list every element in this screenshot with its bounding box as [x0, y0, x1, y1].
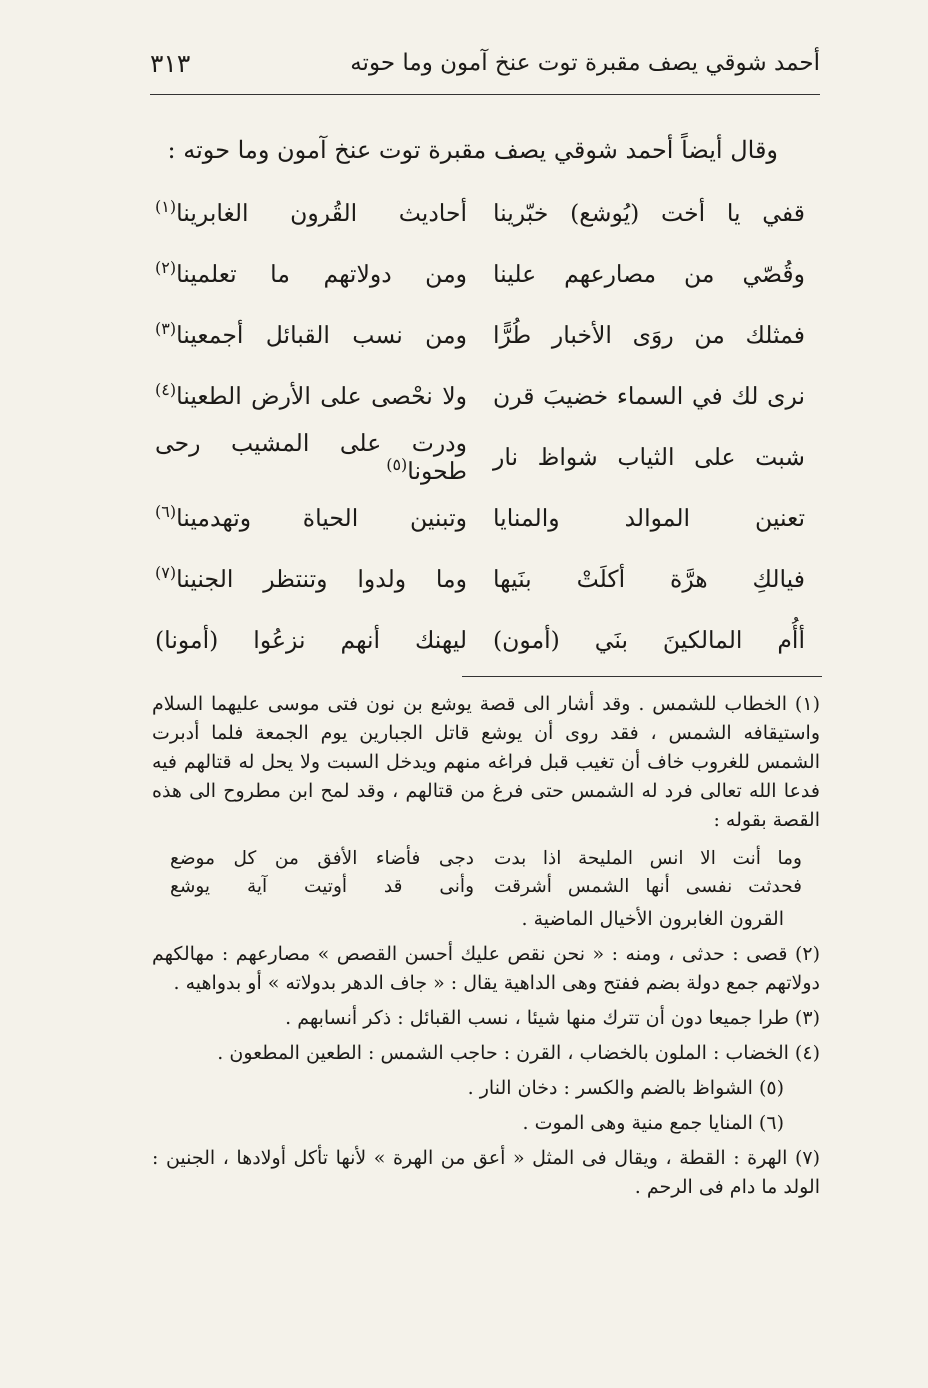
footnote-marker: (٧) — [155, 562, 177, 582]
footnote-text: (٣) طرا جميعا دون أن تترك منها شيئا ، نسب القبائل : ذكر أنسابهم . — [285, 1007, 820, 1029]
verse — [155, 365, 805, 426]
hemistich-text: وما ولدوا وتنتظر الجنينا — [176, 564, 467, 593]
footnote-text: (٢) قصى : حدثى ، ومنه : « نحن نقص عليك أحسن القصص » مصارعهم : مهالكهم دولاتهم جمع دولة بضم ففتح وهى الداهية يقال : « جاف الدهر بدولاته » أو بدواهيه . — [152, 943, 820, 994]
running-title: أحمد شوقي يصف مقبرة توت عنخ آمون وما حوته — [350, 50, 820, 76]
footnote-text: (٦) المنايا جمع منية وهى الموت . — [522, 1112, 784, 1134]
verse-first-hemistich: أأُم المالكينَ بنَي (أمون) — [493, 625, 805, 654]
verse-first-hemistich: نرى لك في السماء خضيبَ قرن — [493, 381, 805, 410]
verse — [155, 182, 805, 243]
footnote-text: (٤) الخضاب : الملون بالخضاب ، القرن : حاجب الشمس : الطعين المطعون . — [217, 1042, 820, 1064]
footnote-4 — [152, 1039, 820, 1068]
quoted-first-hemistich: فحدثت نفسى أنها الشمس أشرقت — [494, 876, 802, 897]
hemistich-text: أحاديث القُرون الغابرينا — [176, 198, 467, 227]
verse-first-hemistich: فيالكِ هرَّة أكلَتْ بنَيها — [493, 564, 805, 593]
footnote-text: (٧) الهرة : القطة ، ويقال فى المثل « أعق من الهرة » لأنها تأكل أولادها ، الجنين : الولد ما دام فى الرحم . — [152, 1147, 820, 1198]
quoted-second-hemistich: وأنى قد أوتيت آية يوشع — [170, 876, 474, 897]
verse — [155, 426, 805, 487]
verse-second-hemistich — [155, 196, 467, 227]
verse-first-hemistich: قفي يا أخت (يُوشع) خبّرينا — [493, 198, 805, 227]
hemistich-text: ولا نحْصى على الأرض الطعينا — [176, 381, 467, 410]
hemistich-text: ودرت على المشيب رحى طحونا — [155, 428, 467, 485]
footnote-2 — [152, 940, 820, 998]
verse-first-hemistich: تعنين الموالد والمنايا — [493, 503, 805, 532]
verse-first-hemistich: شبت على الثياب شواظ نار — [493, 442, 805, 471]
poem — [155, 182, 805, 670]
quoted-first-hemistich: وما أنت الا انس المليحة اذا بدت — [494, 848, 802, 869]
hemistich-text: ومن دولاتهم ما تعلمينا — [176, 259, 467, 288]
verse — [155, 548, 805, 609]
footnote-marker: (١) — [155, 196, 177, 216]
footnote-6 — [152, 1109, 820, 1138]
footnote-marker: (٥) — [386, 454, 408, 474]
footnote-marker: (٤) — [155, 379, 177, 399]
verse — [155, 304, 805, 365]
quoted-verses — [170, 845, 802, 901]
footnote-marker: (٢) — [155, 257, 177, 277]
footnote-1 — [152, 690, 820, 934]
verse — [155, 609, 805, 670]
verse-second-hemistich — [155, 318, 467, 349]
verse-second-hemistich — [155, 626, 467, 654]
verse-second-hemistich — [155, 562, 467, 593]
verse — [155, 243, 805, 304]
header-rule — [150, 94, 820, 95]
footnote-text: (١) الخطاب للشمس . وقد أشار الى قصة يوشع بن نون فتى موسى عليهما السلام واستيقافه الشمس ، فقد روى أن يوشع قاتل الجبارين يوم الجمعة فلما أدبرت الشمس للغروب خاف أن تغيب قبل فراغه منهم ويدخل السبت ولا يحل له قتالهم فيه فدعا الله تعالى فرد له الشمس حتى فرغ من قتالهم ، وقد لمح ابن مطروح الى هذه القصة بقوله : — [152, 693, 820, 831]
footnote-marker: (٦) — [155, 501, 177, 521]
hemistich-text: وتبنين الحياة وتهدمينا — [176, 503, 467, 532]
footnote-text: (٥) الشواظ بالضم والكسر : دخان النار . — [467, 1077, 784, 1099]
verse-second-hemistich — [155, 501, 467, 532]
verse — [155, 487, 805, 548]
verse-second-hemistich — [155, 257, 467, 288]
footnote-5 — [152, 1074, 820, 1103]
verse-second-hemistich — [155, 429, 467, 485]
intro-line: وقال أيضاً أحمد شوقي يصف مقبرة توت عنخ آمون وما حوته : — [167, 136, 778, 164]
footnote-marker: (٣) — [155, 318, 177, 338]
hemistich-text: ومن نسب القبائل أجمعينا — [176, 320, 467, 349]
running-header — [150, 38, 820, 88]
verse-first-hemistich: فمثلك من روَى الأخبار طُرًّا — [493, 320, 805, 349]
verse-first-hemistich: وقُصّي من مصارعهم علينا — [493, 259, 805, 288]
footnote-rule — [462, 676, 822, 677]
footnotes — [152, 690, 820, 1208]
quoted-verse — [170, 845, 802, 873]
footnote-7 — [152, 1144, 820, 1202]
verse-second-hemistich — [155, 379, 467, 410]
quoted-verse — [170, 873, 802, 901]
footnote-gloss: القرون الغابرون الأخيال الماضية . — [521, 908, 784, 930]
page-number: ٣١٣ — [150, 48, 191, 78]
hemistich-text: ليهنك أنهم نزعُوا (أمونا) — [155, 625, 467, 654]
quoted-second-hemistich: دجى فأضاء الأفق من كل موضع — [170, 848, 474, 869]
footnote-3 — [152, 1004, 820, 1033]
